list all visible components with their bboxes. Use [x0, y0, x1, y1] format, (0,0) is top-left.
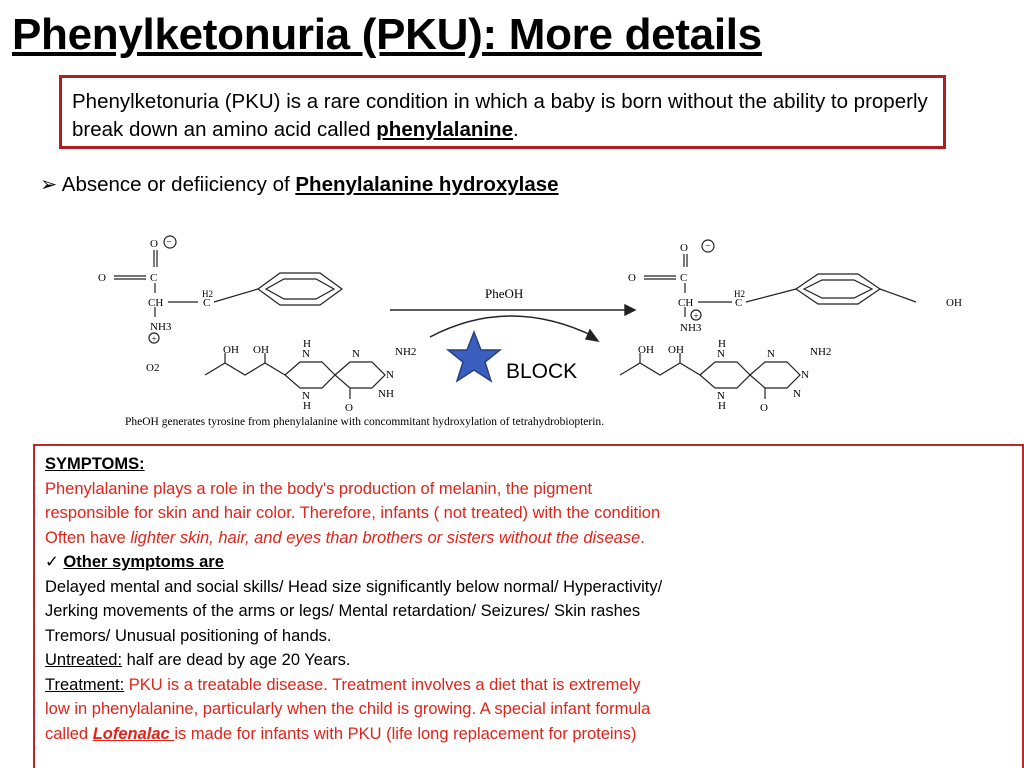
- melanin-line-3-start: Often have: [45, 528, 131, 547]
- atom-nh2: NH2: [810, 346, 832, 358]
- untreated-label: Untreated:: [45, 651, 123, 669]
- atom-o: O: [98, 272, 106, 284]
- atom-h2: H2: [202, 289, 213, 299]
- other-symptoms-line-1: Delayed mental and social skills/ Head size significantly below normal/ Hyperactivity/: [45, 577, 663, 596]
- atom-ch: CH: [148, 297, 164, 309]
- melanin-line-1: Phenylalanine plays a role in the body's production of melanin, the pigment: [45, 479, 593, 498]
- atom-o: O: [345, 402, 353, 414]
- atom-oh: OH: [253, 344, 269, 356]
- atom-nh3: NH3: [150, 321, 172, 333]
- atom-h2: H2: [734, 289, 745, 299]
- atom-c: C: [680, 272, 688, 284]
- atom-o2: O2: [146, 362, 160, 374]
- treatment-text-1: PKU is a treatable disease. Treatment involves a diet that is extremely: [124, 675, 641, 694]
- charge-minus: −: [705, 241, 711, 252]
- definition-keyword: phenylalanine: [376, 118, 513, 141]
- atom-n: N: [717, 390, 725, 402]
- atom-c: C: [150, 272, 158, 284]
- symptoms-heading: SYMPTOMS:: [45, 455, 145, 473]
- other-symptoms-line-3: Tremors/ Unusual positioning of hands.: [45, 626, 332, 645]
- atom-nh2: NH2: [395, 346, 417, 358]
- atom-oh: OH: [946, 297, 962, 309]
- block-star-icon: [446, 330, 502, 384]
- definition-text: Phenylketonuria (PKU) is a rare condition in which a baby is born without the ability to properly break down an amino acid called: [72, 90, 928, 141]
- atom-n: N: [386, 369, 394, 381]
- charge-plus: +: [693, 311, 699, 321]
- atom-nh3: NH3: [680, 322, 702, 334]
- phenylalanine-structure: [114, 236, 342, 343]
- atom-n: N: [302, 390, 310, 402]
- other-symptoms-heading: Other symptoms are: [63, 553, 224, 571]
- definition-period: .: [513, 118, 519, 141]
- atom-o: O: [760, 402, 768, 414]
- atom-nh: NH: [378, 388, 394, 400]
- page-title: Phenylketonuria (PKU): More details: [12, 10, 762, 59]
- charge-plus: +: [151, 334, 157, 344]
- atom-n: N: [717, 348, 725, 360]
- diagram-caption: PheOH generates tyrosine from phenylalanine with concommitant hydroxylation of tetrahydrobiopterin.: [125, 416, 605, 428]
- atom-o: O: [150, 238, 158, 250]
- reaction-diagram: [90, 225, 990, 435]
- atom-oh: OH: [223, 344, 239, 356]
- atom-n: N: [767, 348, 775, 360]
- atom-ch: CH: [678, 297, 694, 309]
- untreated-line: [45, 648, 1022, 673]
- block-label: BLOCK: [506, 360, 578, 383]
- treatment-line-3: [45, 722, 1022, 747]
- atom-o: O: [628, 272, 636, 284]
- biopterin-left-labels: [146, 338, 416, 414]
- enzyme-bullet-text: Absence or defiiciency of: [61, 173, 296, 196]
- melanin-line-3-italic: lighter skin, hair, and eyes than brothers or sisters without the disease: [130, 528, 641, 547]
- enzyme-label: PheOH: [485, 286, 524, 301]
- other-symptoms-line-2: Jerking movements of the arms or legs/ Mental retardation/ Seizures/ Skin rashes: [45, 602, 641, 620]
- atom-oh: OH: [638, 344, 654, 356]
- atom-h: H: [303, 338, 311, 350]
- atom-n: N: [801, 369, 809, 381]
- lofenalac-keyword: Lofenalac: [92, 724, 175, 743]
- atom-n: N: [793, 388, 801, 400]
- arrow-bullet-icon: ➢: [40, 173, 58, 196]
- melanin-line-3-end: .: [640, 528, 645, 547]
- other-symptoms-heading-line: [45, 550, 1022, 575]
- atom-n: N: [302, 348, 310, 360]
- melanin-line-2: responsible for skin and hair color. Therefore, infants ( not treated) with the condition: [45, 504, 661, 522]
- treatment-line-3-start: called: [45, 724, 93, 743]
- symptoms-box: [33, 444, 1024, 768]
- untreated-text: half are dead by age 20 Years.: [122, 651, 351, 669]
- definition-box: [59, 75, 946, 149]
- atom-o: O: [680, 242, 688, 254]
- atom-n: N: [352, 348, 360, 360]
- atom-h: H: [303, 400, 311, 412]
- atom-c: C: [735, 297, 743, 309]
- treatment-line-1: [45, 673, 1022, 698]
- reaction-arrows: [390, 305, 635, 341]
- enzyme-bullet: [40, 172, 559, 197]
- charge-minus: −: [166, 237, 172, 248]
- biopterin-right-labels: [638, 338, 831, 414]
- treatment-line-3-end: is made for infants with PKU (life long replacement for proteins): [174, 724, 637, 743]
- enzyme-name: Phenylalanine hydroxylase: [295, 173, 559, 196]
- atom-c: C: [203, 297, 211, 309]
- melanin-line-3: [45, 526, 1022, 551]
- tyrosine-labels: [628, 241, 962, 334]
- check-icon: ✓: [45, 553, 59, 571]
- treatment-label: Treatment:: [45, 675, 125, 694]
- treatment-line-2: low in phenylalanine, particularly when the child is growing. A special infant formula: [45, 700, 651, 718]
- atom-h: H: [718, 338, 726, 350]
- atom-oh: OH: [668, 344, 684, 356]
- atom-h: H: [718, 400, 726, 412]
